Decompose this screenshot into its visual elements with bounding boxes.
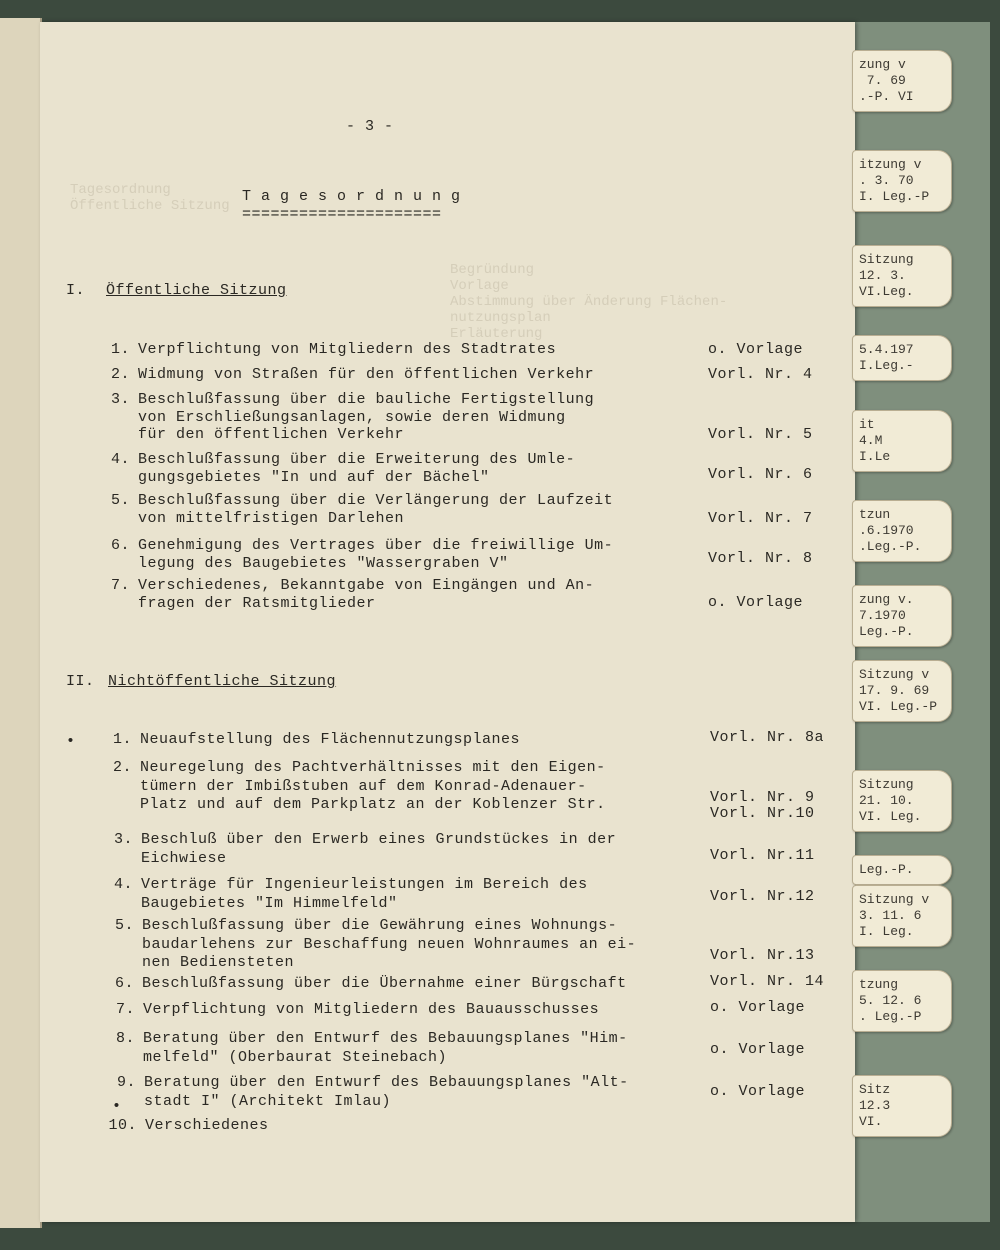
item-number: 4. — [110, 451, 130, 468]
item-text: Beratung über den Entwurf des Bebauungsplanes "Alt- — [144, 1074, 629, 1091]
item-number: 8. — [115, 1030, 135, 1047]
section-numeral: I. — [66, 282, 86, 299]
item-text: Beschlußfassung über die Übernahme einer Bürgschaft — [142, 975, 627, 992]
item-number: 9. — [116, 1074, 136, 1091]
item-text: Verschiedenes — [145, 1117, 269, 1134]
index-tab: 5.4.197 I.Leg.- — [852, 335, 952, 381]
item-text: Beschlußfassung über die Verlängerung der Laufzeit — [138, 492, 614, 509]
item-text: Beschluß über den Erwerb eines Grundstückes in der — [141, 831, 617, 848]
page-title: T a g e s o r d n u n g — [242, 188, 461, 205]
item-number: 3. — [113, 831, 133, 848]
item-reference: Vorl. Nr. 5 — [708, 426, 813, 443]
item-text: Beschlußfassung über die Erweiterung des Umle- — [138, 451, 576, 468]
item-number: 1. — [112, 731, 132, 748]
item-reference: Vorl. Nr.11 — [710, 847, 815, 864]
item-number: 6. — [114, 975, 134, 992]
item-reference: o. Vorlage — [710, 1041, 806, 1058]
item-text: Genehmigung des Vertrages über die freiwillige Um- — [138, 537, 614, 554]
item-text: Platz und auf dem Parkplatz an der Koblenzer Str. — [140, 796, 606, 813]
item-number: 7. — [115, 1001, 135, 1018]
item-text: Widmung von Straßen für den öffentlichen Verkehr — [138, 366, 595, 383]
item-text: Beschlußfassung über die Gewährung eines Wohnungs- — [142, 917, 618, 934]
index-tab: itzung v . 3. 70 I. Leg.-P — [852, 150, 952, 212]
item-reference: Vorl. Nr.13 — [710, 947, 815, 964]
index-tab: zung v. 7.1970 Leg.-P. — [852, 585, 952, 647]
section-heading: Nichtöffentliche Sitzung — [108, 673, 337, 690]
item-text: von mittelfristigen Darlehen — [138, 509, 405, 527]
item-reference: Vorl. Nr.10 — [710, 805, 815, 822]
item-text: Verpflichtung von Mitgliedern des Stadtrates — [138, 341, 557, 358]
item-text: melfeld" (Oberbaurat Steinebach) — [143, 1048, 448, 1066]
item-number: 6. — [110, 537, 130, 554]
item-text: gungsgebietes "In und auf der Bächel" — [138, 468, 490, 486]
item-reference: Vorl. Nr. 6 — [708, 466, 813, 483]
index-tab: Sitz 12.3 VI. — [852, 1075, 952, 1137]
item-number: 4. — [113, 876, 133, 893]
item-number: 1. — [110, 341, 130, 358]
item-reference: Vorl. Nr.12 — [710, 888, 815, 905]
item-text: Eichwiese — [141, 849, 227, 867]
item-reference: o. Vorlage — [710, 1083, 806, 1100]
bleed-through-text: Tagesordnung Öffentliche Sitzung — [70, 182, 230, 214]
item-number: 5. — [110, 492, 130, 509]
item-text: stadt I" (Architekt Imlau) — [144, 1092, 392, 1110]
section-numeral: II. — [66, 673, 95, 690]
item-text: baudarlehens zur Beschaffung neuen Wohnraumes an ei- — [142, 935, 637, 953]
item-text: Verpflichtung von Mitgliedern des Bauausschusses — [143, 1001, 600, 1018]
title-rule: ===================== — [242, 206, 442, 223]
item-number: 3. — [110, 391, 130, 408]
item-number: 7. — [110, 577, 130, 594]
index-tab: Sitzung 21. 10. VI. Leg. — [852, 770, 952, 832]
item-text: Neuregelung des Pachtverhältnisses mit den Eigen- — [140, 759, 606, 776]
item-text: nen Bediensteten — [142, 954, 295, 971]
item-text: Beschlußfassung über die bauliche Fertigstellung — [138, 391, 595, 408]
index-tab: zung v 7. 69 .-P. VI — [852, 50, 952, 112]
index-tab: Sitzung 12. 3. VI.Leg. — [852, 245, 952, 307]
item-reference: Vorl. Nr. 7 — [708, 510, 813, 527]
item-text: Neuaufstellung des Flächennutzungsplanes — [140, 731, 521, 748]
item-text: Verträge für Ingenieurleistungen im Bereich des — [141, 876, 588, 893]
left-facing-page — [0, 18, 42, 1228]
item-text: Baugebietes "Im Himmelfeld" — [141, 894, 398, 912]
item-number: 5. — [114, 917, 134, 934]
bleed-through-text: Begründung Vorlage Abstimmung über Änderung Flächen- nutzungsplan Erläuterung — [450, 262, 728, 342]
item-text: für den öffentlichen Verkehr — [138, 426, 405, 443]
item-reference: Vorl. Nr. 14 — [710, 973, 825, 990]
margin-mark: • — [66, 733, 76, 750]
item-reference: Vorl. Nr. 4 — [708, 366, 813, 383]
page-number: - 3 - — [346, 118, 394, 135]
index-tab: Sitzung v 3. 11. 6 I. Leg. — [852, 885, 952, 947]
item-number: 2. — [112, 759, 132, 776]
item-text: legung des Baugebietes "Wassergraben V" — [138, 554, 509, 572]
item-reference: o. Vorlage — [710, 999, 806, 1016]
index-tab: tzung 5. 12. 6 . Leg.-P — [852, 970, 952, 1032]
item-text: tümern der Imbißstuben auf dem Konrad-Adenauer- — [140, 777, 587, 795]
index-tab: Sitzung v 17. 9. 69 VI. Leg.-P — [852, 660, 952, 722]
margin-mark: • — [112, 1098, 122, 1115]
item-reference: o. Vorlage — [708, 594, 804, 611]
item-number: 2. — [110, 366, 130, 383]
item-text: von Erschließungsanlagen, sowie deren Widmung — [138, 408, 566, 426]
index-tab: tzun .6.1970 .Leg.-P. — [852, 500, 952, 562]
section-heading: Öffentliche Sitzung — [106, 282, 287, 299]
item-text: fragen der Ratsmitglieder — [138, 594, 376, 612]
item-reference: Vorl. Nr. 8a — [710, 729, 825, 746]
item-text: Verschiedenes, Bekanntgabe von Eingängen und An- — [138, 577, 595, 594]
index-tab: Leg.-P. — [852, 855, 952, 885]
item-reference: o. Vorlage — [708, 341, 804, 358]
item-number: 10. — [108, 1117, 137, 1134]
item-reference: Vorl. Nr. 9 — [710, 789, 815, 806]
item-reference: Vorl. Nr. 8 — [708, 550, 813, 567]
item-text: Beratung über den Entwurf des Bebauungsplanes "Him- — [143, 1030, 628, 1047]
index-tab: it 4.M I.Le — [852, 410, 952, 472]
